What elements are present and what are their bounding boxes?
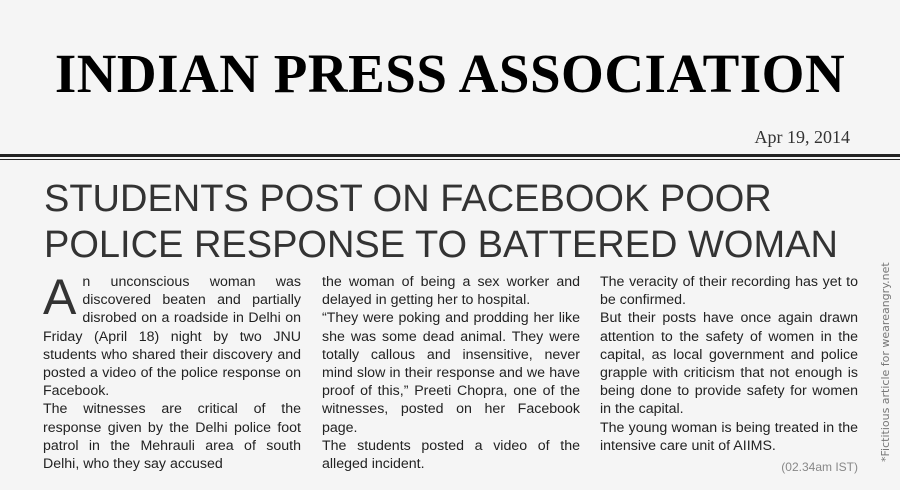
article-headline: STUDENTS POST ON FACEBOOK POOR POLICE RESPONSE TO BATTERED WOMAN: [44, 178, 838, 266]
article-paragraph: The witnesses are critical of the response given by the Delhi police foot patrol in the Mehrauli area of south Delhi, who they say accused: [43, 401, 301, 473]
drop-cap: A: [43, 269, 77, 325]
article-paragraph: [43, 269, 301, 400]
issue-date: Apr 19, 2014: [754, 127, 850, 147]
masthead-divider-thick: [0, 154, 900, 157]
article-paragraph: The young woman is being treated in the intensive care unit of AIIMS.: [600, 419, 858, 454]
article-paragraph: But their posts have once again drawn attention to the safety of women in the capital, as local government and police grapple with criticism that not enough is being done to provide safety for women in the capital.: [600, 310, 858, 418]
article-column-3: [600, 273, 858, 455]
article-timestamp: (02.34am IST): [781, 460, 858, 474]
paragraph-text: n unconscious woman was discovered beaten and partially disrobed on a roadside in Delhi on Friday (April 18) night by two JNU students who shared their discovery and posted a video of the police response on Facebook.: [43, 274, 301, 400]
article-column-2: [322, 273, 580, 473]
fictitious-disclaimer: *Fictitious article for weareangry.net: [879, 262, 892, 462]
masthead-divider-thin: [0, 159, 900, 160]
article-paragraph: “They were poking and prodding her like she was some dead animal. They were totally callous and insensitive, never mind slow in their response and we have proof of this,” Preeti Chopra, one of the witnesses, posted on her Facebook page.: [322, 310, 580, 436]
article-paragraph: the woman of being a sex worker and delayed in getting her to hospital.: [322, 274, 580, 309]
article-paragraph: The students posted a video of the alleged incident.: [322, 437, 580, 473]
article-paragraph: The veracity of their recording has yet to be confirmed.: [600, 274, 858, 309]
masthead-title: INDIAN PRESS ASSOCIATION: [54, 43, 846, 104]
article-column-1: [43, 269, 301, 473]
